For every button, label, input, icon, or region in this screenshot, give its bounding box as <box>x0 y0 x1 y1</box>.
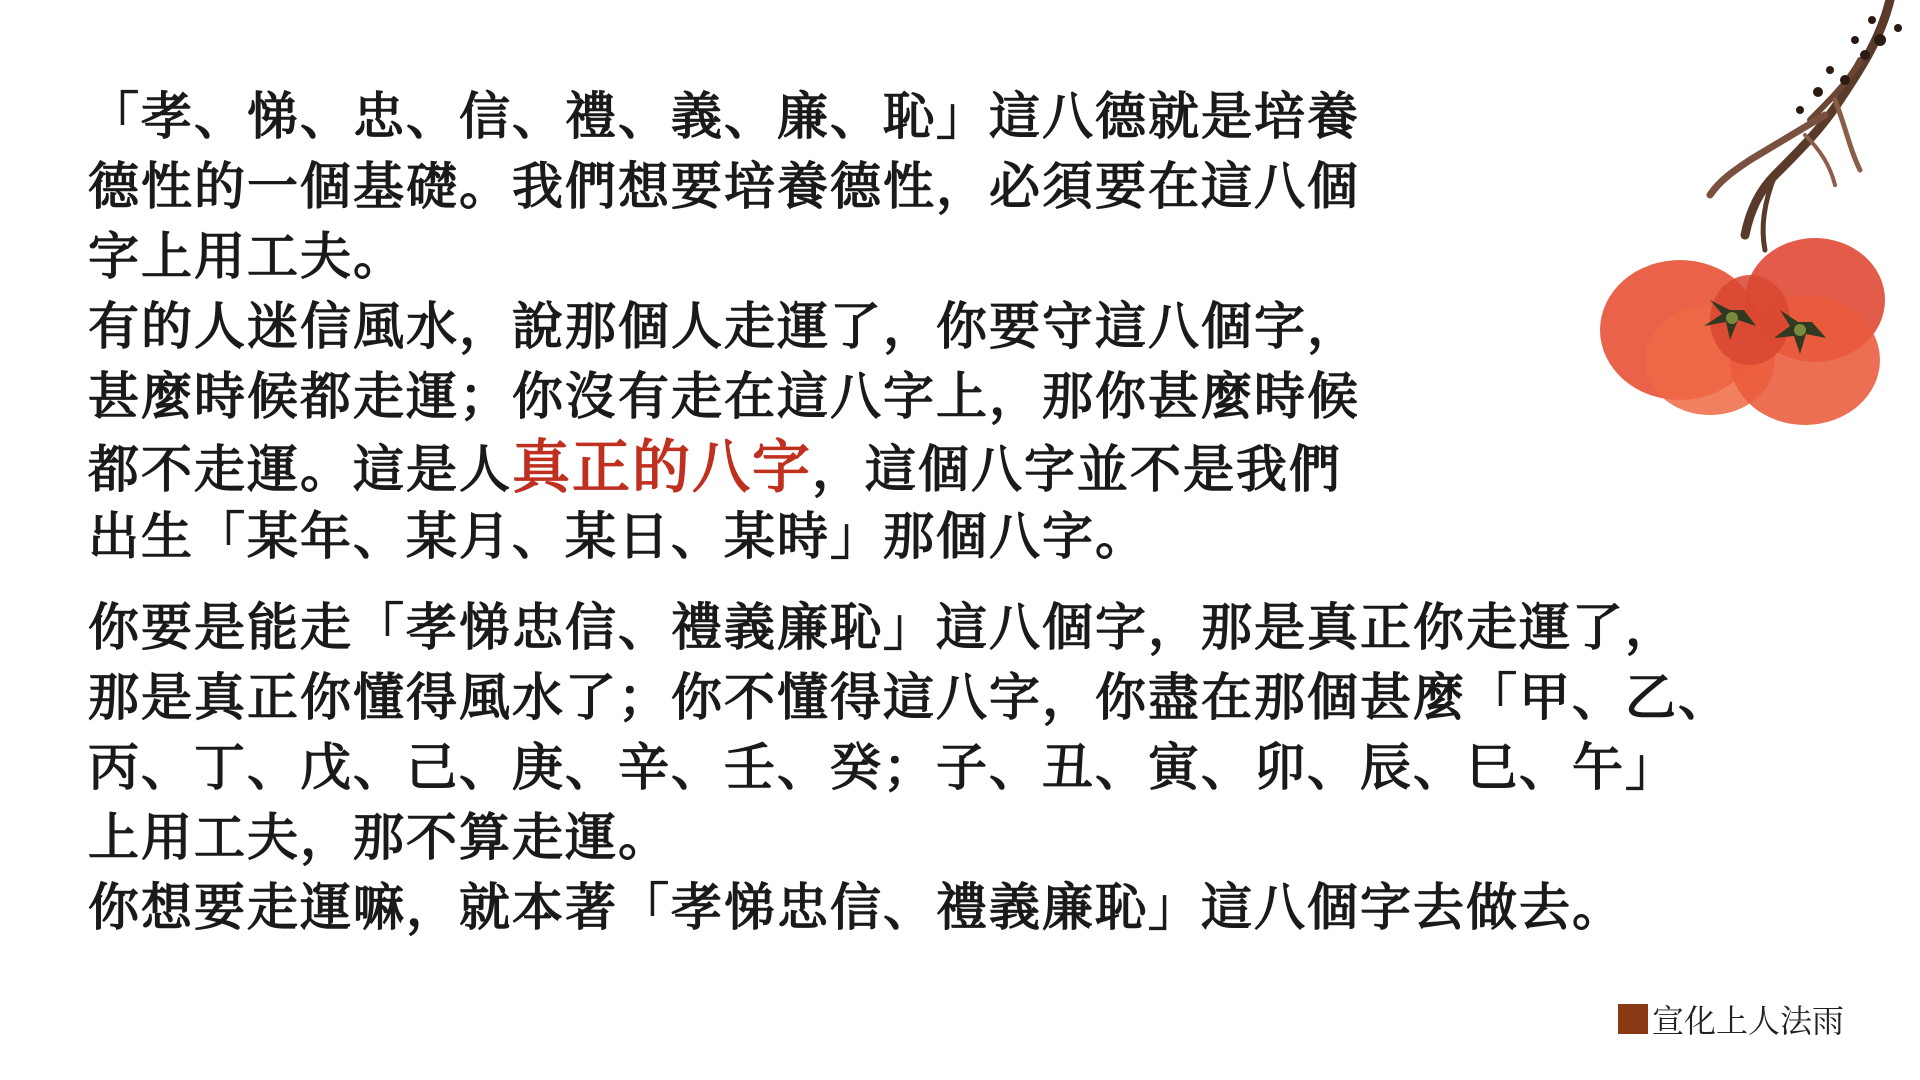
paragraph-2-line-1: 你要是能走「孝悌忠信、禮義廉恥」這八個字，那是真正你走運了， <box>88 598 1679 658</box>
paragraph-1-line-6 <box>88 432 1360 502</box>
paragraph-1-line-5: 甚麼時候都走運；你沒有走在這八字上，那你甚麼時候 <box>88 367 1361 427</box>
paragraph-2 <box>88 593 1731 943</box>
line-6-after: ，這個八字並不是我們 <box>812 440 1343 500</box>
paragraph-1-line-2: 德性的一個基礎。我們想要培養德性，必須要在這八個 <box>88 157 1361 217</box>
paragraph-1-line-1: 「孝、悌、忠、信、禮、義、廉、恥」這八德就是培養 <box>88 87 1361 147</box>
highlighted-phrase: 真正的八字 <box>512 433 813 501</box>
paragraph-1-line-4: 有的人迷信風水，說那個人走運了，你要守這八個字， <box>88 297 1361 357</box>
line-6-before: 都不走運。這是人 <box>88 440 513 500</box>
persimmon-branch-painting <box>1560 0 1920 440</box>
paragraph-2-line-5: 你想要走運嘛，就本著「孝悌忠信、禮義廉恥」這八個字去做去。 <box>88 878 1626 938</box>
paragraph-1 <box>88 82 1360 572</box>
paragraph-2-line-2: 那是真正你懂得風水了；你不懂得這八字，你盡在那個甚麼「甲、乙、 <box>88 668 1732 728</box>
signature-square-icon <box>1618 1004 1648 1034</box>
paragraph-1-line-7: 出生「某年、某月、某日、某時」那個八字。 <box>88 507 1149 567</box>
paragraph-2-line-4: 上用工夫，那不算走運。 <box>88 808 672 868</box>
paragraph-2-line-3: 丙、丁、戊、己、庚、辛、壬、癸；子、丑、寅、卯、辰、巳、午」 <box>88 738 1679 798</box>
paragraph-1-line-3: 字上用工夫。 <box>88 227 407 287</box>
signature <box>1618 996 1844 1042</box>
signature-text: 宣化上人法雨 <box>1651 1002 1844 1040</box>
